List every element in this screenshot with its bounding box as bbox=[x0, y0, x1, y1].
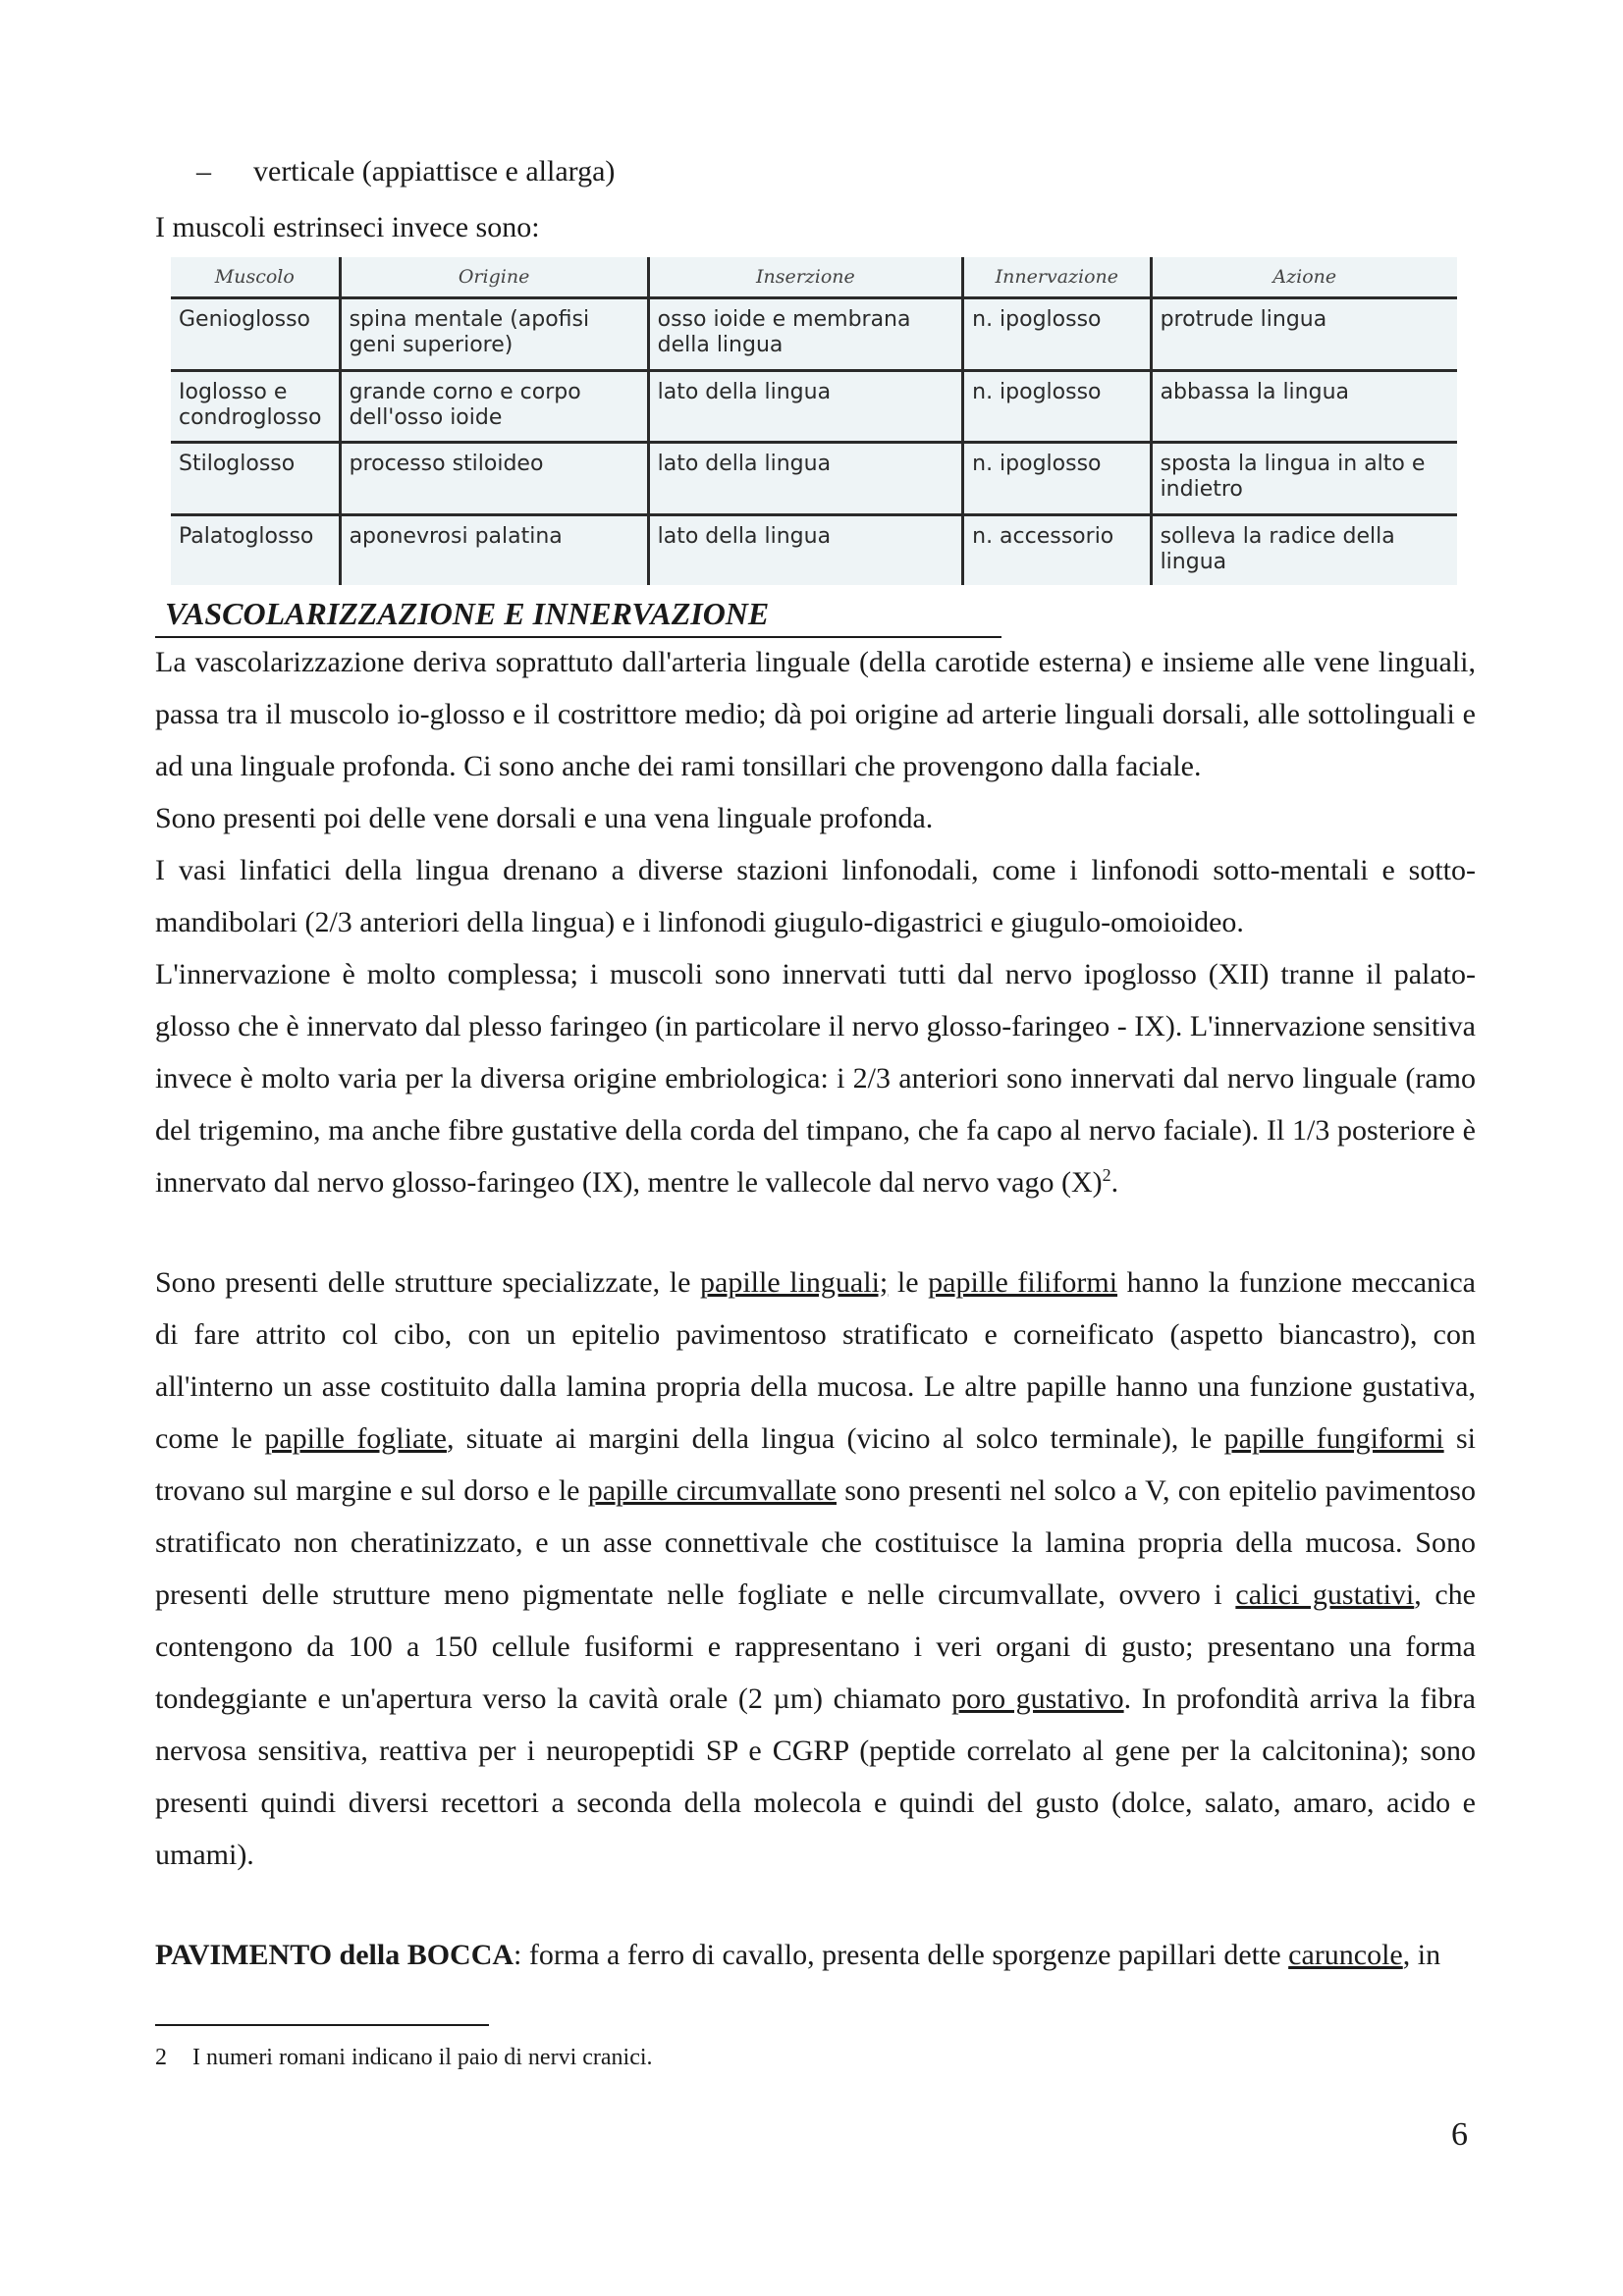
table-cell: aponevrosi palatina bbox=[340, 514, 648, 585]
term-poro-gustativo: poro gustativo bbox=[951, 1682, 1124, 1715]
term-pavimento: PAVIMENTO della BOCCA bbox=[155, 1939, 514, 1971]
paragraph-veins: Sono presenti poi delle vene dorsali e una vena linguale profonda. bbox=[155, 802, 934, 834]
text-run: , in bbox=[1402, 1939, 1441, 1971]
term-papille-circumvallate: papille circumvallate bbox=[587, 1474, 837, 1507]
text-run: : forma a ferro di cavallo, presenta delle sporgenze papillari dette bbox=[514, 1939, 1289, 1971]
footnote-ref[interactable]: 2 bbox=[1102, 1165, 1111, 1185]
table-cell: osso ioide e membrana della lingua bbox=[648, 298, 963, 371]
footnote-number: 2 bbox=[155, 2045, 167, 2070]
table-row bbox=[171, 298, 1457, 371]
footnote-separator bbox=[155, 2024, 489, 2026]
page-number: 6 bbox=[1451, 2116, 1468, 2153]
table-cell: protrude lingua bbox=[1151, 298, 1457, 371]
table-cell: n. ipoglosso bbox=[963, 370, 1151, 443]
section-heading: VASCOLARIZZAZIONE E INNERVAZIONE bbox=[165, 596, 770, 631]
table-cell: lato della lingua bbox=[648, 370, 963, 443]
text-run: , che contengono da 100 a 150 cellule fusiformi e rappresentano i veri organi di gusto; presentano una forma tondeggiante e un'apertura verso la cavità orale (2 µm) chiamato bbox=[155, 1578, 1477, 1715]
table-cell: sposta la lingua in alto e indietro bbox=[1151, 443, 1457, 515]
paragraph-vascularization: La vascolarizzazione deriva soprattuto dall'arteria linguale (della carotide esterna) e insieme alle vene linguali, passa tra il muscolo io-glosso e il costrittore medio; dà poi origine ad arterie linguali dorsali, alle sottolinguali e ad una linguale profonda. Ci sono anche dei rami tonsillari che provengono dalla faciale. bbox=[155, 646, 1476, 782]
footnote bbox=[155, 2042, 653, 2073]
term-papille-filiformi: papille filiformi bbox=[928, 1266, 1118, 1299]
muscle-table bbox=[171, 257, 1457, 585]
paragraph-innervation bbox=[155, 948, 1476, 1208]
text-run: si trovano sul margine e sul dorso e le bbox=[155, 1422, 1476, 1507]
text-run: Sono presenti delle strutture specializzate, le bbox=[155, 1266, 700, 1299]
text-run: , situate ai margini della lingua (vicino al solco terminale), le bbox=[446, 1422, 1224, 1455]
bullet-item bbox=[196, 152, 615, 191]
paragraph-lymphatics: I vasi linfatici della lingua drenano a diverse stazioni linfonodali, come i linfonodi sotto-mentali e sotto-mandibolari (2/3 anteriori della lingua) e i linfonodi giugulo-digastrici e giugulo-omoioideo. bbox=[155, 854, 1476, 938]
header-inserzione: Inserzione bbox=[648, 257, 963, 298]
innervation-end: . bbox=[1110, 1166, 1119, 1199]
table-cell: Ioglosso e condroglosso bbox=[171, 370, 340, 443]
table-cell: n. ipoglosso bbox=[963, 443, 1151, 515]
paragraph-floor-of-mouth bbox=[155, 1929, 1476, 1981]
table-cell: processo stiloideo bbox=[340, 443, 648, 515]
text-run: hanno la funzione meccanica di fare attrito col cibo, con un epitelio pavimentoso stratificato e corneificato (aspetto biancastro), con all'interno un asse costituito dalla lamina propria della mucosa. Le altre papille hanno una funzione gustativa, come le bbox=[155, 1266, 1476, 1455]
paragraph-papillae bbox=[155, 1256, 1476, 1881]
table-cell: Stiloglosso bbox=[171, 443, 340, 515]
text-run: le bbox=[888, 1266, 929, 1299]
header-muscolo: Muscolo bbox=[171, 257, 340, 298]
term-papille-fogliate: papille fogliate bbox=[264, 1422, 447, 1455]
table-cell: n. accessorio bbox=[963, 514, 1151, 585]
table-header-row bbox=[171, 257, 1457, 298]
table-cell: grande corno e corpo dell'osso ioide bbox=[340, 370, 648, 443]
table-cell: Palatoglosso bbox=[179, 523, 314, 549]
text-run: sono presenti nel solco a V, con epitelio pavimentoso stratificato non cheratinizzato, e un asse connettivale che costituisce la lamina propria della mucosa. Sono presenti delle strutture meno pigmentate nelle fogliate e nelle circumvallate, ovvero i bbox=[155, 1474, 1476, 1611]
table-cell: abbassa la lingua bbox=[1151, 370, 1457, 443]
table-cell: lato della lingua bbox=[648, 443, 963, 515]
header-origine: Origine bbox=[340, 257, 648, 298]
term-caruncole: caruncole bbox=[1288, 1939, 1403, 1971]
table-cell: spina mentale (apofisi geni superiore) bbox=[340, 298, 648, 371]
table-cell: solleva la radice della lingua bbox=[1151, 514, 1457, 585]
bullet-dash: – bbox=[196, 155, 211, 187]
table-row bbox=[171, 443, 1457, 515]
table-cell: lato della lingua bbox=[648, 514, 963, 585]
header-innervazione: Innervazione bbox=[963, 257, 1151, 298]
term-calici-gustativi: calici gustativi bbox=[1235, 1578, 1415, 1611]
intro-text: I muscoli estrinseci invece sono: bbox=[155, 211, 540, 243]
term-papille-linguali: papille linguali; bbox=[700, 1266, 889, 1299]
header-azione: Azione bbox=[1151, 257, 1457, 298]
text-run: . In profondità arriva la fibra nervosa sensitiva, reattiva per i neuropeptidi SP e CGRP (peptide correlato al gene per la calcitonina); sono presenti quindi diversi recettori a seconda della molecola e quindi del gusto (dolce, salato, amaro, acido e umami). bbox=[155, 1682, 1476, 1871]
innervation-text: L'innervazione è molto complessa; i muscoli sono innervati tutti dal nervo ipoglosso (XII) tranne il palato-glosso che è innervato dal plesso faringeo (in particolare il nervo glosso-faringeo - IX). L'innervazione sensitiva invece è molto varia per la diversa origine embriologica: i 2/3 anteriori sono innervati dal nervo linguale (ramo del trigemino, ma anche fibre gustative della corda del timpano, che fa capo al nervo faciale). Il 1/3 posteriore è innervato dal nervo glosso-faringeo (IX), mentre le vallecole dal nervo vago (X) bbox=[155, 958, 1476, 1199]
bullet-text: verticale (appiattisce e allarga) bbox=[253, 155, 616, 187]
table-row bbox=[171, 370, 1457, 443]
table-cell: n. ipoglosso bbox=[963, 298, 1151, 371]
table-row bbox=[171, 514, 1457, 585]
table-cell: Genioglosso bbox=[171, 298, 340, 371]
term-papille-fungiformi: papille fungiformi bbox=[1223, 1422, 1444, 1455]
footnote-text: I numeri romani indicano il paio di nervi cranici. bbox=[192, 2045, 653, 2070]
